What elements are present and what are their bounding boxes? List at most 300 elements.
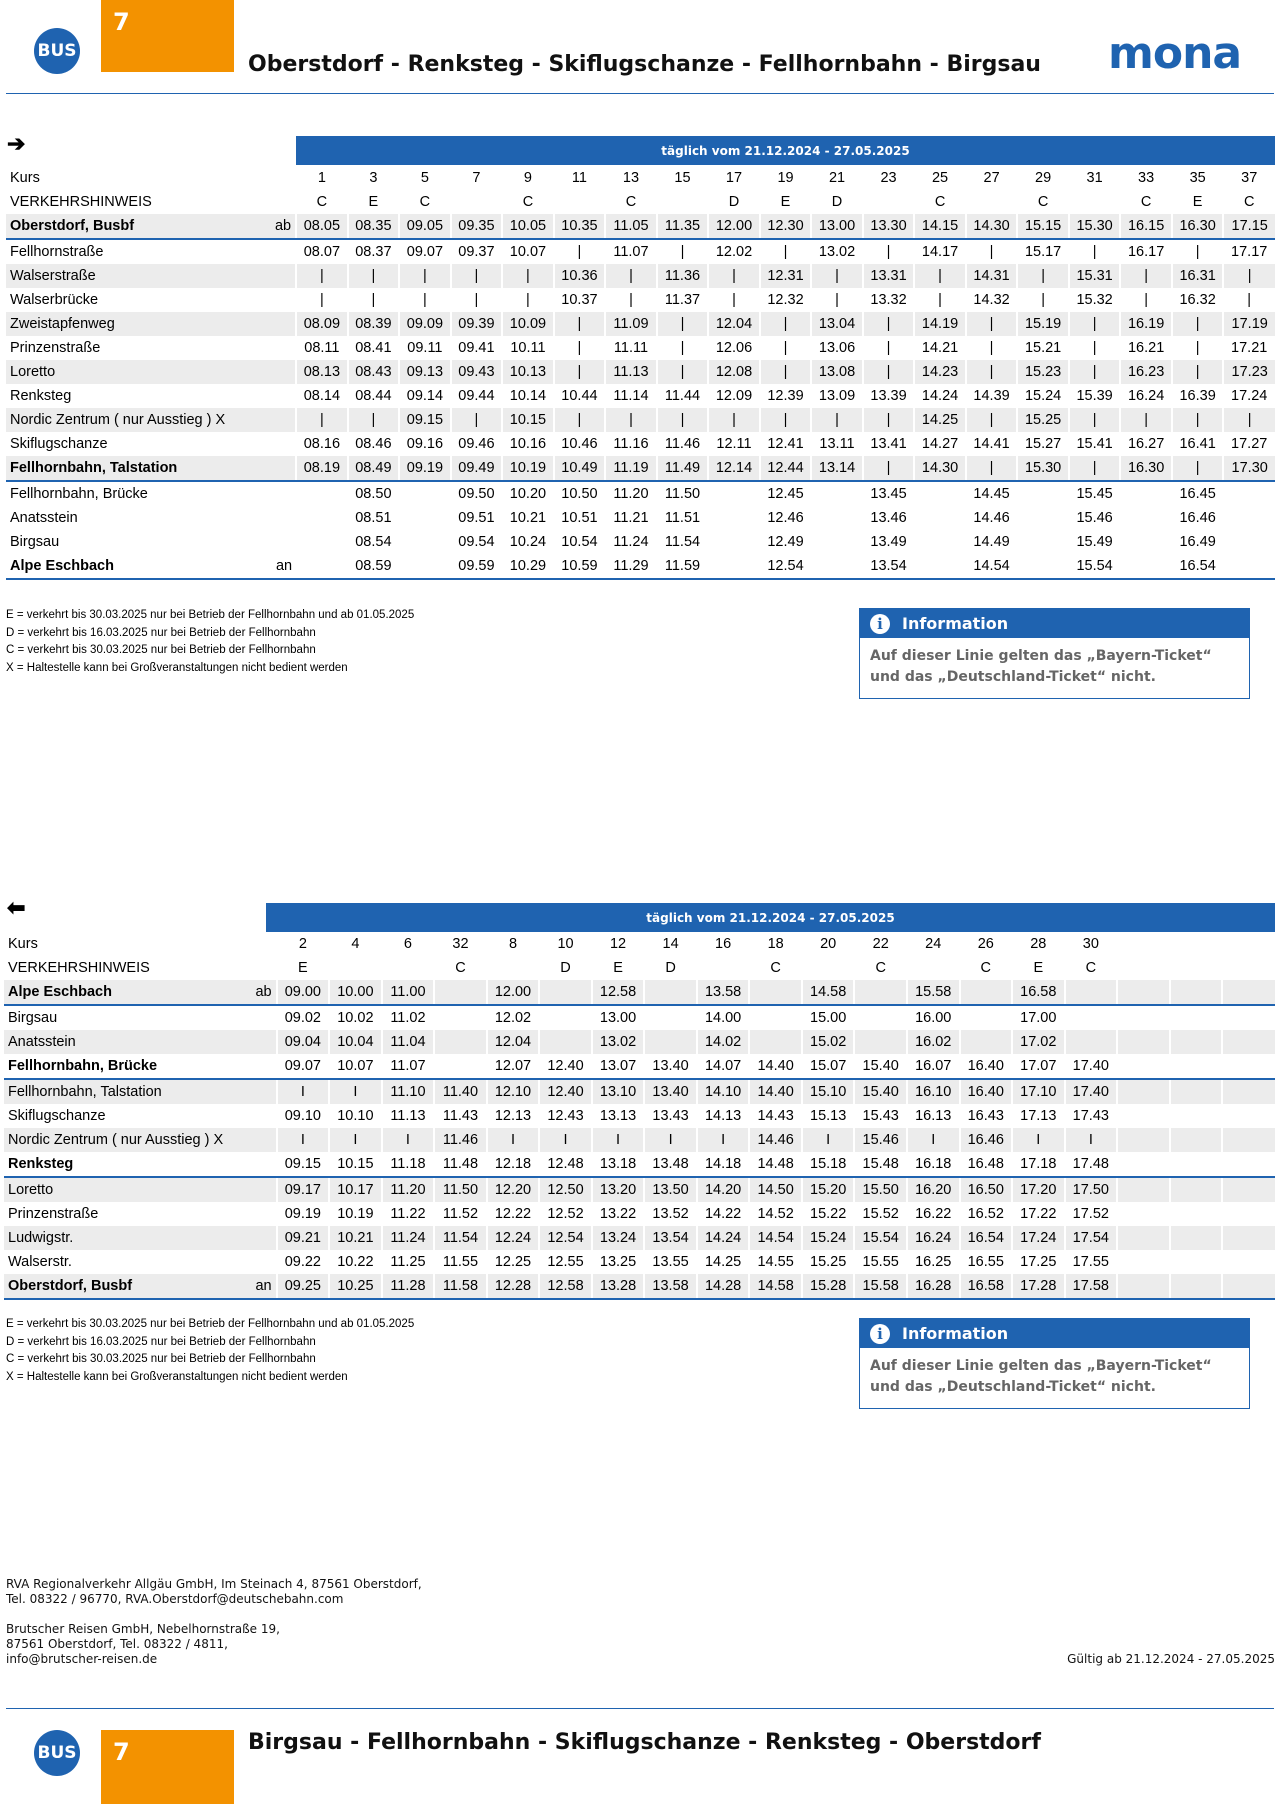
stop-name: Fellhornbahn, Brücke — [10, 486, 148, 502]
kurs-number: 16 — [715, 936, 732, 952]
departure-time: | — [938, 292, 942, 308]
footnote: D = verkehrt bis 16.03.2025 nur bei Betrieb der Fellhornbahn — [6, 626, 316, 639]
departure-time: 12.20 — [487, 1177, 540, 1202]
stop-row — [6, 506, 1275, 530]
departure-time — [811, 530, 863, 554]
departure-time: 15.22 — [810, 1206, 847, 1222]
departure-time: 14.30 — [914, 456, 966, 481]
line-number: 7 — [113, 1738, 130, 1766]
kurs-number: 23 — [880, 170, 897, 186]
line-number: 7 — [113, 8, 130, 36]
departure-time: 16.46 — [960, 1128, 1013, 1152]
departure-time: 12.44 — [760, 456, 812, 481]
ab-an-marker — [256, 288, 296, 312]
departure-time — [1170, 1250, 1223, 1274]
departure-time: 17.07 — [1012, 1054, 1065, 1079]
departure-time: I — [697, 1128, 750, 1152]
departure-time — [1117, 1104, 1170, 1128]
departure-time: | — [863, 360, 915, 384]
ab-an-marker — [235, 1128, 277, 1152]
departure-time: 11.49 — [657, 456, 709, 481]
departure-time — [749, 1030, 802, 1054]
departure-time: 11.50 — [664, 486, 701, 502]
departure-time: 15.45 — [1076, 486, 1113, 502]
departure-time: 13.00 — [811, 214, 863, 239]
departure-time — [1223, 481, 1275, 506]
departure-time: 11.09 — [605, 312, 657, 336]
stop-row — [6, 432, 1275, 456]
departure-time: 15.27 — [1024, 436, 1062, 452]
departure-time: 09.00 — [277, 980, 330, 1005]
stop-row — [4, 1152, 1275, 1177]
departure-time: 10.19 — [502, 456, 554, 481]
departure-time — [1170, 1079, 1223, 1104]
departure-time: 15.49 — [1076, 534, 1113, 550]
departure-time: | — [783, 244, 788, 260]
kurs-number: 9 — [523, 170, 532, 186]
hinweis-code — [382, 956, 435, 980]
departure-time: | — [348, 408, 400, 432]
departure-time: 10.00 — [329, 980, 382, 1005]
departure-time — [399, 506, 451, 530]
departure-time — [1170, 1274, 1223, 1299]
departure-time: 16.25 — [915, 1254, 952, 1270]
departure-time: 09.54 — [458, 534, 495, 550]
departure-time: 10.19 — [337, 1206, 374, 1222]
departure-time — [1170, 1005, 1223, 1030]
info-icon: i — [870, 1324, 890, 1344]
departure-time: | — [1247, 292, 1252, 308]
departure-time — [1117, 1250, 1170, 1274]
info-header-2 — [860, 1319, 1249, 1348]
hinweis-code — [907, 956, 960, 980]
hinweis-code: D — [560, 960, 571, 976]
departure-time: 13.48 — [644, 1152, 697, 1177]
departure-time: 08.07 — [303, 244, 341, 260]
departure-time: I — [1065, 1128, 1118, 1152]
departure-time: | — [732, 292, 736, 308]
departure-time: 13.10 — [592, 1079, 645, 1104]
departure-time: 15.50 — [854, 1177, 907, 1202]
departure-time: 09.07 — [406, 244, 444, 260]
ab-an-marker — [256, 384, 296, 408]
hinweis-row — [4, 956, 1275, 980]
departure-time: 08.43 — [348, 360, 400, 384]
departure-time — [434, 1005, 487, 1030]
ab-an-marker — [235, 1104, 277, 1128]
stop-name: Walserstr. — [8, 1254, 72, 1270]
arrow-left-icon: ⬅ — [7, 895, 26, 920]
stop-row — [4, 1177, 1275, 1202]
departure-time: 17.58 — [1065, 1274, 1118, 1299]
departure-time: 14.40 — [749, 1054, 802, 1079]
kurs-number: 15 — [674, 170, 691, 186]
departure-time — [914, 481, 966, 506]
departure-time: 13.24 — [592, 1226, 645, 1250]
departure-time: | — [1172, 312, 1224, 336]
hinweis-code: E — [1033, 960, 1044, 976]
departure-time: 14.21 — [921, 340, 959, 356]
departure-time: 11.52 — [442, 1206, 479, 1222]
departure-time — [1117, 1054, 1170, 1079]
departure-time: | — [296, 408, 348, 432]
departure-time — [1222, 1030, 1275, 1054]
departure-time: 11.07 — [613, 244, 649, 260]
departure-time: | — [989, 244, 994, 260]
kurs-number: 30 — [1082, 936, 1099, 952]
departure-time — [1222, 1177, 1275, 1202]
departure-time: | — [760, 360, 812, 384]
departure-time — [854, 1030, 907, 1054]
departure-time: | — [474, 292, 479, 308]
outbound-timetable — [6, 166, 1275, 580]
departure-time: 17.19 — [1223, 312, 1275, 336]
departure-time: 13.41 — [870, 436, 907, 452]
departure-time: | — [1092, 244, 1097, 260]
stop-row — [6, 456, 1275, 481]
hinweis-code: C — [625, 194, 637, 210]
departure-time: 17.54 — [1065, 1226, 1118, 1250]
departure-time: | — [1120, 408, 1172, 432]
departure-time: 11.11 — [613, 340, 649, 356]
departure-time — [1117, 980, 1170, 1005]
kurs-label: Kurs — [10, 170, 40, 186]
departure-time — [1017, 554, 1069, 579]
departure-time: 10.20 — [509, 486, 547, 502]
hinweis-label: VERKEHRSHINWEIS — [8, 960, 150, 976]
departure-time — [1170, 1177, 1223, 1202]
stop-name: Oberstdorf, Busbf — [4, 1274, 235, 1299]
departure-time — [811, 481, 863, 506]
departure-time: 14.18 — [697, 1152, 750, 1177]
hinweis-code — [697, 956, 750, 980]
departure-time: 08.13 — [296, 360, 348, 384]
departure-time: 11.13 — [390, 1108, 426, 1124]
departure-time: | — [1223, 408, 1275, 432]
departure-time: | — [1223, 264, 1275, 288]
kurs-number: 4 — [351, 936, 360, 952]
departure-time: 10.35 — [554, 214, 606, 239]
departure-time: | — [1069, 360, 1121, 384]
departure-time: 14.22 — [704, 1206, 742, 1222]
departure-time: 10.02 — [337, 1010, 374, 1026]
departure-time: 09.16 — [406, 436, 444, 452]
departure-time: 09.02 — [284, 1010, 321, 1026]
stop-name: Ludwigstr. — [4, 1226, 235, 1250]
departure-time: 10.15 — [502, 408, 554, 432]
departure-time: 10.10 — [337, 1108, 374, 1124]
departure-time: 14.49 — [973, 534, 1010, 550]
departure-time: 08.14 — [303, 388, 341, 404]
departure-time: 13.18 — [592, 1152, 645, 1177]
departure-time: I — [1012, 1128, 1065, 1152]
departure-time: 15.32 — [1076, 292, 1113, 308]
kurs-number — [1170, 932, 1223, 956]
stop-name: Fellhornbahn, Talstation — [4, 1079, 235, 1104]
departure-time: 08.51 — [355, 510, 392, 526]
departure-time: I — [907, 1128, 960, 1152]
ab-an-marker: ab — [256, 214, 296, 239]
departure-time: 16.39 — [1179, 388, 1216, 404]
departure-time — [539, 1030, 592, 1054]
validity-note: Gültig ab 21.12.2024 - 27.05.2025 — [1067, 1652, 1275, 1666]
kurs-number: 24 — [925, 936, 942, 952]
stop-name: Prinzenstraße — [8, 1206, 99, 1222]
departure-time: | — [680, 340, 685, 356]
departure-time: 10.59 — [554, 554, 606, 579]
departure-time: 16.49 — [1179, 534, 1216, 550]
departure-time: 09.17 — [277, 1177, 330, 1202]
ab-an-marker — [256, 408, 296, 432]
departure-time: 14.10 — [697, 1079, 750, 1104]
ab-an-marker — [235, 1152, 277, 1177]
departure-time: I — [329, 1128, 382, 1152]
departure-time: 12.52 — [547, 1206, 584, 1222]
departure-time: 16.43 — [967, 1108, 1004, 1124]
departure-time: 10.44 — [561, 388, 598, 404]
departure-time: 11.48 — [434, 1152, 487, 1177]
departure-time: | — [502, 264, 554, 288]
departure-time — [539, 1005, 592, 1030]
departure-time: 17.24 — [1231, 388, 1268, 404]
departure-time: 11.07 — [382, 1054, 435, 1079]
departure-time — [1117, 1177, 1170, 1202]
departure-time: 13.46 — [870, 510, 907, 526]
departure-time: 14.19 — [914, 312, 966, 336]
departure-time — [811, 506, 863, 530]
hinweis-code: C — [455, 960, 466, 976]
departure-time: 15.24 — [802, 1226, 855, 1250]
departure-time: | — [708, 408, 760, 432]
departure-time: | — [348, 264, 400, 288]
departure-time: | — [1017, 264, 1069, 288]
departure-time — [1222, 1202, 1275, 1226]
departure-time — [854, 980, 907, 1005]
departure-time: 10.09 — [502, 312, 554, 336]
info-text: Auf dieser Linie gelten das „Bayern-Ticket“ und das „Deutschland-Ticket“ nicht. — [870, 648, 1212, 685]
departure-time: | — [629, 292, 633, 308]
departure-time: 09.51 — [458, 510, 495, 526]
hinweis-code — [1170, 956, 1223, 980]
stop-name: Zweistapfenweg — [6, 312, 256, 336]
departure-time: 11.18 — [382, 1152, 435, 1177]
departure-time: 13.04 — [811, 312, 863, 336]
departure-time: 15.55 — [862, 1254, 899, 1270]
kurs-number: 10 — [557, 936, 574, 952]
departure-time: 15.39 — [1076, 388, 1113, 404]
departure-time: 14.25 — [704, 1254, 742, 1270]
kurs-number: 5 — [420, 170, 429, 186]
departure-time: | — [657, 312, 709, 336]
hinweis-code: E — [780, 194, 791, 210]
departure-time: 08.50 — [355, 486, 392, 502]
departure-time: 11.04 — [382, 1030, 435, 1054]
hinweis-code — [802, 956, 855, 980]
departure-time: 11.20 — [382, 1177, 435, 1202]
departure-time: 08.05 — [296, 214, 348, 239]
ab-an-marker — [235, 1177, 277, 1202]
departure-time: 08.39 — [348, 312, 400, 336]
departure-time: | — [1069, 408, 1121, 432]
departure-time: 16.07 — [907, 1054, 960, 1079]
departure-time: 09.13 — [399, 360, 451, 384]
departure-time: | — [605, 408, 657, 432]
departure-time: 14.58 — [802, 980, 855, 1005]
departure-time: | — [886, 244, 891, 260]
hinweis-code: C — [875, 960, 886, 976]
stop-row — [6, 214, 1275, 239]
departure-time: I — [277, 1079, 330, 1104]
departure-time: | — [1172, 360, 1224, 384]
departure-time: | — [1120, 264, 1172, 288]
departure-time: 11.24 — [613, 534, 649, 550]
departure-time: 11.00 — [382, 980, 435, 1005]
departure-time: 15.13 — [810, 1108, 847, 1124]
departure-time: 11.37 — [664, 292, 701, 308]
departure-time: | — [1092, 340, 1097, 356]
departure-time: | — [863, 312, 915, 336]
departure-time: 09.22 — [284, 1254, 321, 1270]
departure-time: 10.50 — [561, 486, 598, 502]
departure-time: 14.20 — [697, 1177, 750, 1202]
departure-time: | — [451, 408, 503, 432]
departure-time: 15.43 — [862, 1108, 899, 1124]
departure-time: 17.52 — [1072, 1206, 1109, 1222]
departure-time: 09.04 — [277, 1030, 330, 1054]
stop-row — [4, 1274, 1275, 1299]
departure-time: 12.54 — [539, 1226, 592, 1250]
departure-time: | — [1144, 292, 1148, 308]
departure-time: | — [526, 292, 530, 308]
departure-time: | — [863, 456, 915, 481]
departure-time — [914, 506, 966, 530]
departure-time: 16.30 — [1172, 214, 1224, 239]
departure-time: 11.50 — [434, 1177, 487, 1202]
departure-time: 15.23 — [1017, 360, 1069, 384]
hinweis-code: C — [934, 194, 946, 210]
stop-row — [4, 1250, 1275, 1274]
departure-time: 15.58 — [907, 980, 960, 1005]
departure-time: 10.16 — [509, 436, 547, 452]
kurs-number: 20 — [820, 936, 837, 952]
departure-time: 13.58 — [644, 1274, 697, 1299]
departure-time: 17.22 — [1020, 1206, 1057, 1222]
stop-name: Fellhornbahn, Talstation — [6, 456, 256, 481]
stop-name: Nordic Zentrum ( nur Ausstieg ) X — [4, 1128, 235, 1152]
departure-time: 17.50 — [1065, 1177, 1118, 1202]
departure-time: | — [914, 264, 966, 288]
stop-name: Walserbrücke — [10, 292, 99, 308]
departure-time: 14.39 — [973, 388, 1010, 404]
departure-time: 15.31 — [1069, 264, 1121, 288]
departure-time: 17.28 — [1012, 1274, 1065, 1299]
departure-time: | — [863, 408, 915, 432]
departure-time — [1117, 1202, 1170, 1226]
departure-time: 13.30 — [863, 214, 915, 239]
departure-time: 08.16 — [303, 436, 341, 452]
departure-time: 13.00 — [599, 1010, 637, 1026]
departure-time: 13.49 — [870, 534, 907, 550]
departure-time: 09.35 — [451, 214, 503, 239]
departure-time: 09.21 — [277, 1226, 330, 1250]
departure-time: 13.40 — [644, 1079, 697, 1104]
kurs-number: 26 — [977, 936, 994, 952]
kurs-number: 19 — [777, 170, 794, 186]
departure-time: 16.18 — [907, 1152, 960, 1177]
bus-label: BUS — [37, 41, 77, 61]
departure-time: 15.17 — [1024, 244, 1062, 260]
hinweis-row — [6, 190, 1275, 214]
kurs-row — [4, 932, 1275, 956]
hinweis-code: C — [419, 194, 431, 210]
stop-name: Alpe Eschbach — [6, 554, 256, 579]
departure-time: 09.19 — [284, 1206, 321, 1222]
departure-time — [749, 980, 802, 1005]
departure-time: 12.49 — [767, 534, 804, 550]
departure-time — [1223, 554, 1275, 579]
departure-time — [434, 980, 487, 1005]
departure-time: 11.13 — [605, 360, 657, 384]
departure-time: 17.27 — [1231, 436, 1268, 452]
departure-time: | — [554, 312, 606, 336]
departure-time: 12.22 — [494, 1206, 532, 1222]
kurs-number: 25 — [931, 170, 949, 186]
departure-time: 15.30 — [1017, 456, 1069, 481]
departure-time: 10.29 — [502, 554, 554, 579]
departure-time — [749, 1005, 802, 1030]
stop-name: Birgsau — [8, 1010, 58, 1026]
departure-time: 15.40 — [854, 1054, 907, 1079]
line-number-box-footer — [101, 1730, 234, 1804]
departure-time: 10.21 — [509, 510, 547, 526]
departure-time: | — [371, 292, 376, 308]
stop-row — [6, 481, 1275, 506]
departure-time — [1120, 481, 1172, 506]
kurs-label: Kurs — [8, 936, 38, 952]
kurs-number: 33 — [1138, 170, 1155, 186]
footnotes-inbound — [6, 1316, 414, 1386]
ab-an-marker — [256, 264, 296, 288]
departure-time — [1223, 530, 1275, 554]
departure-time: 14.54 — [749, 1226, 802, 1250]
departure-time: 11.55 — [442, 1254, 479, 1270]
departure-time — [708, 506, 760, 530]
departure-time: 13.08 — [811, 360, 863, 384]
departure-time: 16.00 — [915, 1010, 952, 1026]
hinweis-code — [451, 190, 503, 214]
departure-time: 12.14 — [708, 456, 760, 481]
departure-time: 16.48 — [960, 1152, 1013, 1177]
departure-time: | — [680, 244, 685, 260]
departure-time: | — [966, 360, 1018, 384]
kurs-number: 8 — [508, 936, 518, 952]
departure-time — [1120, 554, 1172, 579]
departure-time: 11.46 — [664, 436, 701, 452]
departure-time: | — [605, 264, 657, 288]
stop-row — [4, 1226, 1275, 1250]
departure-time — [1017, 481, 1069, 506]
departure-time — [644, 980, 697, 1005]
departure-time: 10.14 — [509, 388, 547, 404]
departure-time: 09.49 — [451, 456, 503, 481]
hinweis-code: C — [770, 960, 781, 976]
departure-time: 16.30 — [1120, 456, 1172, 481]
ab-an-marker — [256, 530, 296, 554]
departure-time — [1170, 1202, 1223, 1226]
stop-row — [4, 1030, 1275, 1054]
departure-time: 14.27 — [921, 436, 959, 452]
hinweis-code: D — [665, 960, 676, 976]
